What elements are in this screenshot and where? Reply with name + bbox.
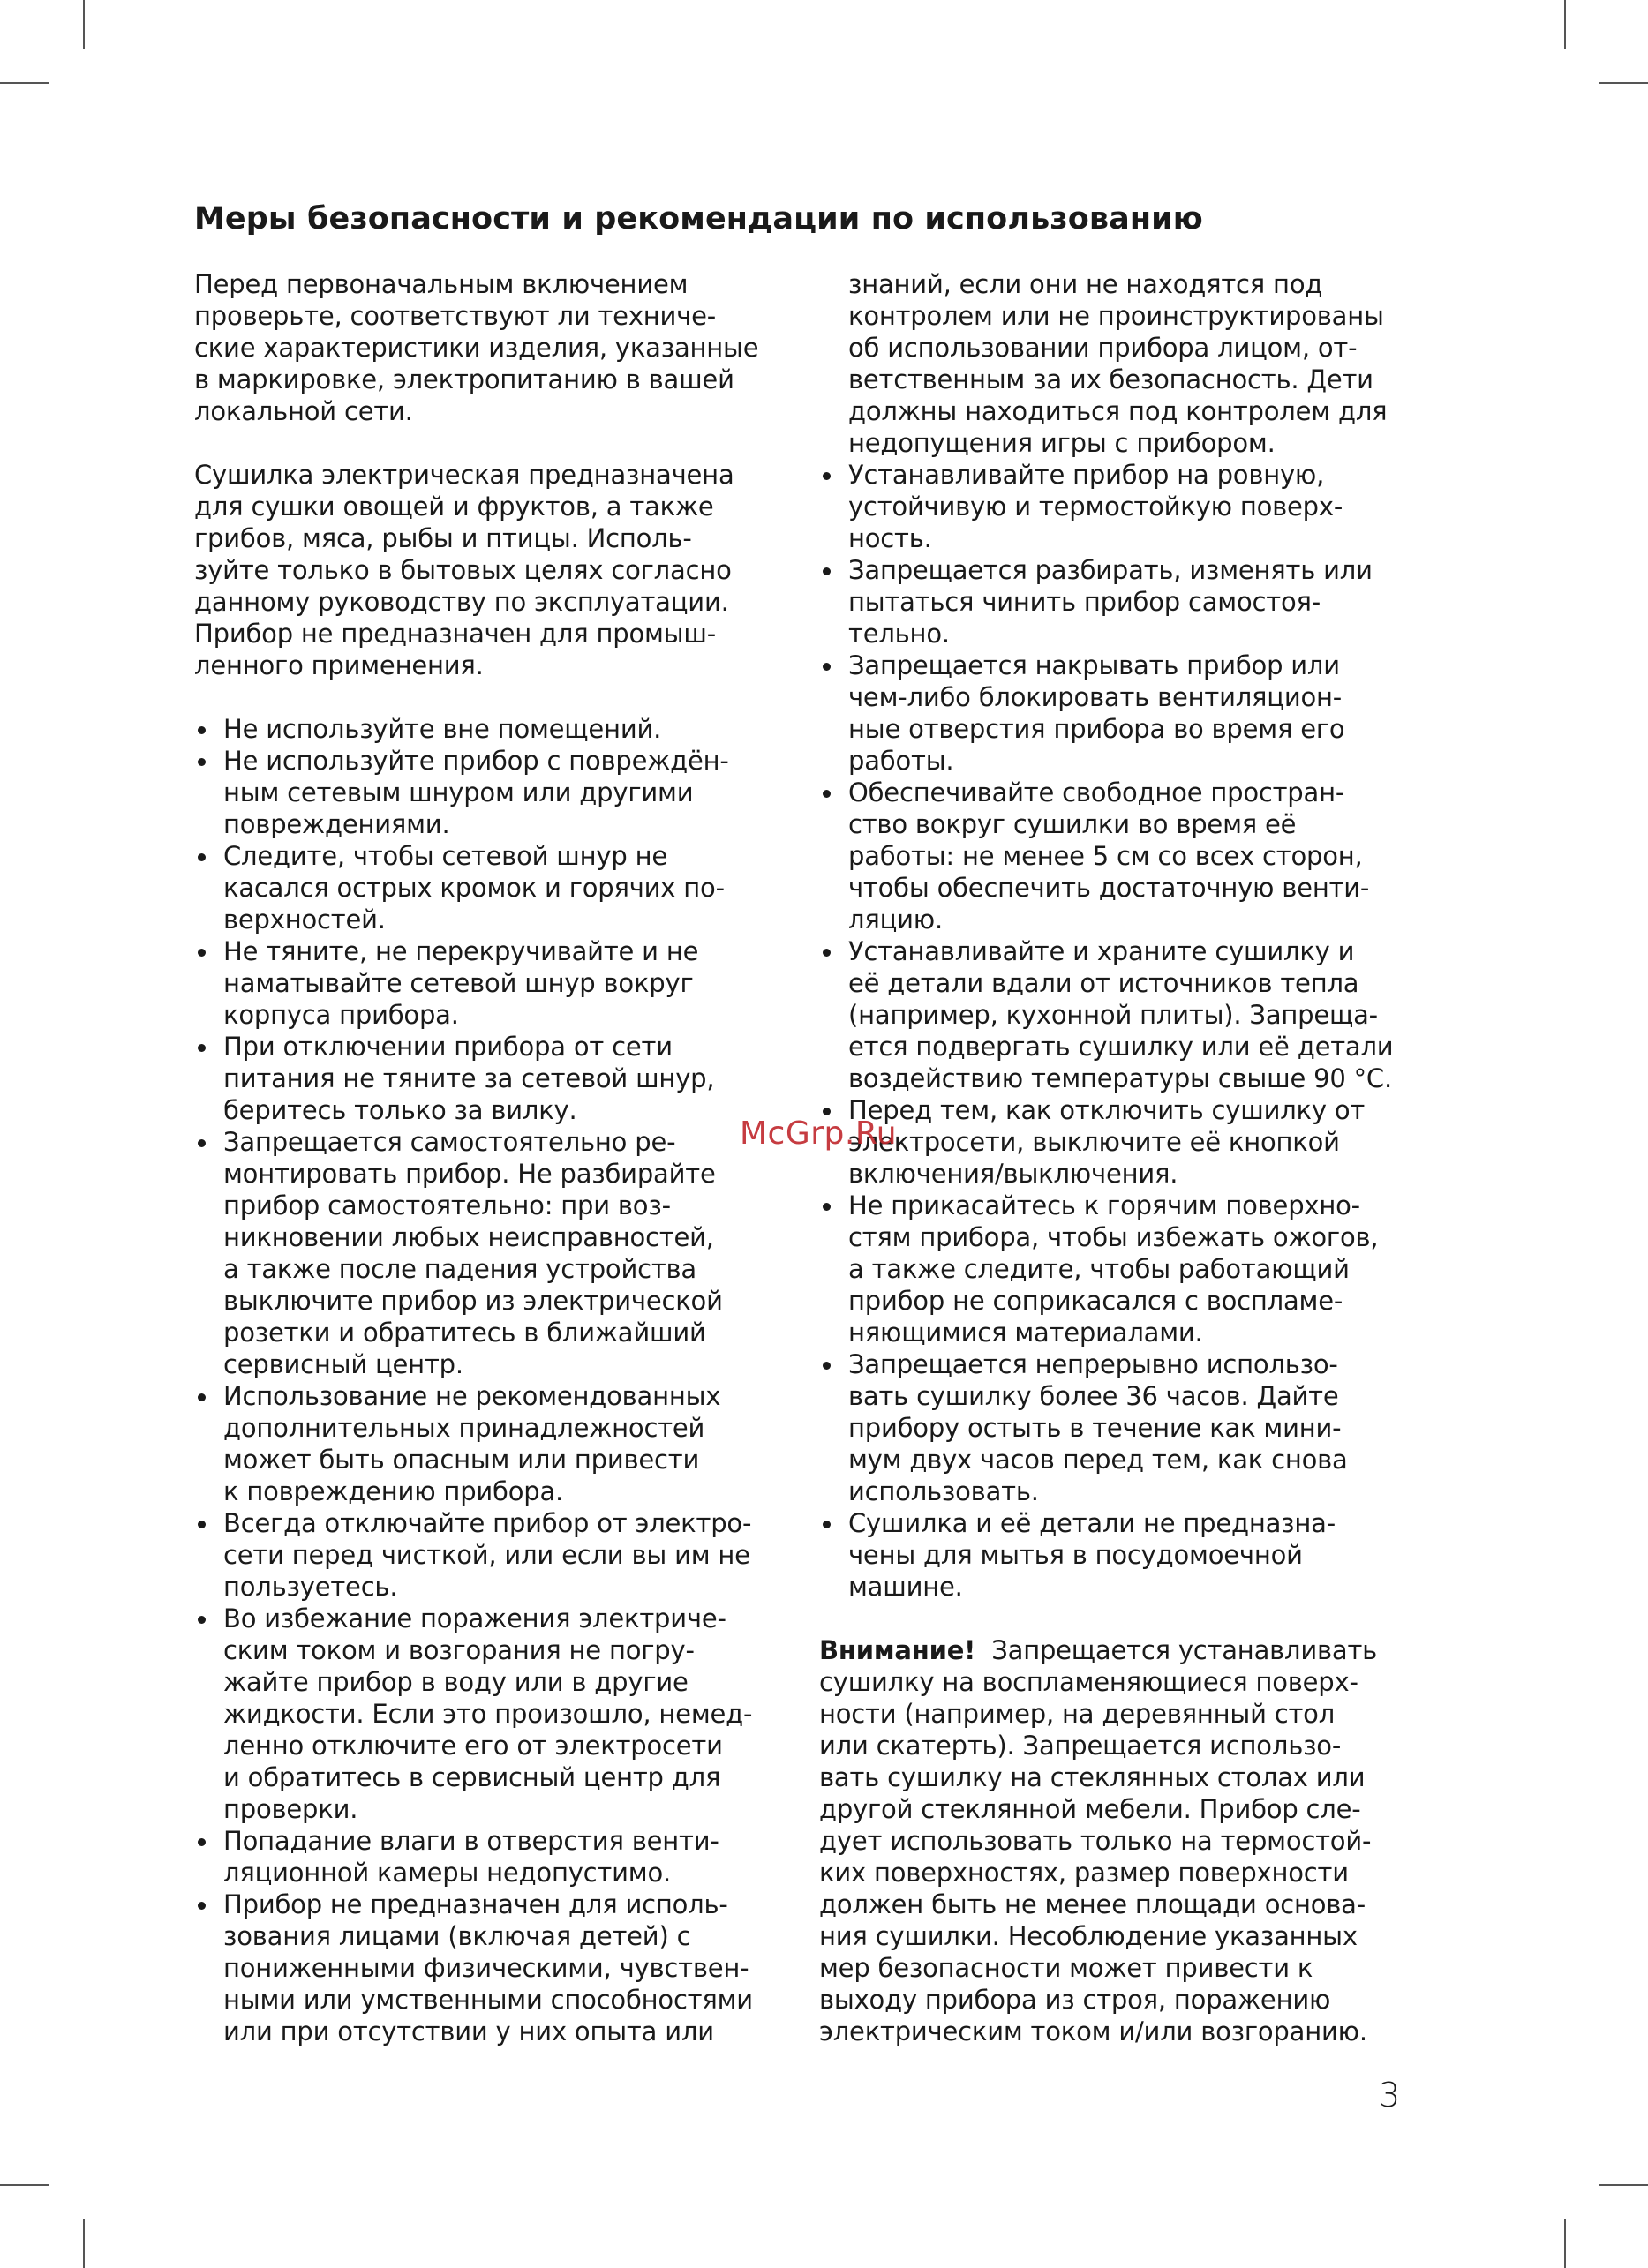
crop-mark: [1599, 2184, 1648, 2186]
list-item: Устанавливайте и храните сушилку и её детали вдали от источников тепла (например, кухонной плиты). Запреща- ется подвергать сушилку или её детали воздействию температуры свыше 90 °С.: [819, 935, 1437, 1094]
crop-mark: [1564, 0, 1566, 49]
list-item: Всегда отключайте прибор от электро- сети перед чисткой, или если вы им не пользуетесь.: [194, 1507, 803, 1603]
list-item: Следите, чтобы сетевой шнур не касался острых кромок и горячих по- верхностей.: [194, 840, 803, 935]
purpose-paragraph: Сушилка электрическая предназначена для сушки овощей и фруктов, а также грибов, мяса, рыбы и птицы. Исполь- зуйте только в бытовых целях согласно данному руководству по эксплуатации. Прибор не предназначен для промыш- ленного применения.: [194, 460, 734, 680]
list-item: Не используйте вне помещений.: [194, 713, 803, 745]
list-item: Не используйте прибор с повреждён- ным сетевым шнуром или другими повреждениями.: [194, 745, 803, 840]
warning-paragraph: Внимание! Запрещается устанавливать сушилку на воспламеняющиеся поверх- ности (например, на деревянный стол или скатерть). Запрещается использо- вать сушилку на стеклянных столах или другой стеклянной мебели. Прибор сле- дует использовать только на термостой- ких поверхностях, размер поверхности должен быть не менее площади основа- ния сушилки. Несоблюдение указанных мер безопасности может привести к выходу прибора из строя, поражению электрическим током и/или возгоранию.: [819, 1635, 1378, 2046]
list-item: Сушилка и её детали не предназна- чены для мытья в посудомоечной машине.: [819, 1507, 1437, 1603]
page-title: Меры безопасности и рекомендации по использованию: [194, 201, 1203, 237]
list-item: При отключении прибора от сети питания не тяните за сетевой шнур, беритесь только за вилку.: [194, 1031, 803, 1126]
right-column: [819, 268, 1437, 2079]
list-item: Во избежание поражения электриче- ским током и возгорания не погру- жайте прибор в воду или в другие жидкости. Если это произошло, немед- ленно отключите его от электросети и обратитесь в сервисный центр для проверки.: [194, 1603, 803, 1825]
left-column: [194, 268, 803, 2079]
watermark: McGrp.Ru: [740, 1115, 898, 1152]
safety-list-left: [194, 713, 803, 2047]
list-item-continuation: знаний, если они не находятся под контролем или не проинструктированы об использовании прибора лицом, от- ветственным за их безопасность. Дети должны находиться под контролем для недопущения игры с прибором.: [848, 269, 1388, 458]
crop-mark: [0, 82, 49, 84]
list-item: Прибор не предназначен для исполь- зования лицами (включая детей) с пониженными физическими, чувствен- ными или умственными способностями или при отсутствии у них опыта или: [194, 1889, 803, 2047]
list-item: Запрещается разбирать, изменять или пытаться чинить прибор самостоя- тельно.: [819, 554, 1437, 650]
list-item: Перед тем, как отключить сушилку от электросети, выключите её кнопкой включения/выключения.: [819, 1094, 1437, 1190]
safety-list-right: [819, 268, 1437, 1603]
list-item: Не тяните, не перекручивайте и не наматывайте сетевой шнур вокруг корпуса прибора.: [194, 935, 803, 1031]
crop-mark: [83, 2219, 85, 2268]
crop-mark: [83, 0, 85, 49]
list-item: Запрещается непрерывно использо- вать сушилку более 36 часов. Дайте прибору остыть в течение как мини- мум двух часов перед тем, как снова использовать.: [819, 1348, 1437, 1507]
list-item: Попадание влаги в отверстия венти- ляционной камеры недопустимо.: [194, 1825, 803, 1889]
crop-mark: [1564, 2219, 1566, 2268]
crop-mark: [0, 2184, 49, 2186]
warning-label: Внимание!: [819, 1635, 976, 1665]
list-item: Не прикасайтесь к горячим поверхно- стям прибора, чтобы избежать ожогов, а также следите, чтобы работающий прибор не соприкасался с воспламе- няющимися материалами.: [819, 1190, 1437, 1348]
list-item: Запрещается накрывать прибор или чем-либо блокировать вентиляцион- ные отверстия прибора во время его работы.: [819, 650, 1437, 777]
list-item: Обеспечивайте свободное простран- ство вокруг сушилки во время её работы: не менее 5 см со всех сторон, чтобы обеспечить достаточную венти- ляцию.: [819, 777, 1437, 935]
list-item: Запрещается самостоятельно ре- монтировать прибор. Не разбирайте прибор самостоятельно: при воз- никновении любых неисправностей, а также после падения устройства выключите прибор из электрической розетки и обратитесь в ближайший сервисный центр.: [194, 1126, 803, 1380]
list-item: Использование не рекомендованных дополнительных принадлежностей может быть опасным или привести к повреждению прибора.: [194, 1380, 803, 1507]
intro-paragraph: Перед первоначальным включением проверьте, соответствуют ли техниче- ские характеристики изделия, указанные в маркировке, электропитанию в вашей локальной сети.: [194, 269, 759, 426]
crop-mark: [1599, 82, 1648, 84]
page-number: 3: [1379, 2076, 1401, 2114]
list-item: Устанавливайте прибор на ровную, устойчивую и термостойкую поверх- ность.: [819, 459, 1437, 554]
